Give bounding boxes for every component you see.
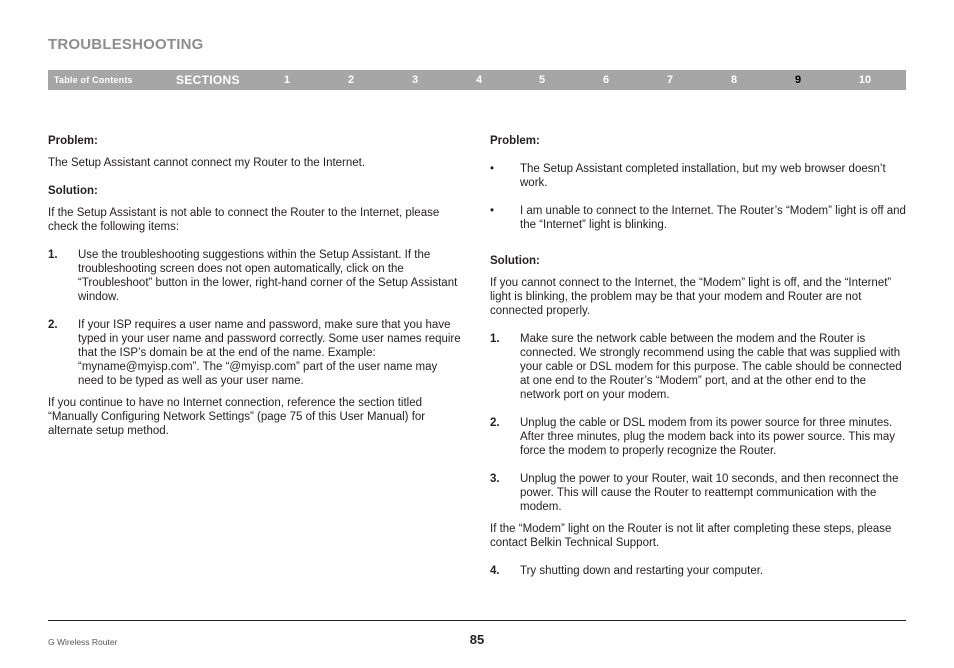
list-marker: 2. [48,319,58,331]
page-number: 85 [469,632,485,647]
list-marker: 1. [48,249,58,261]
list-text: Unplug the cable or DSL modem from its power source for three minutes. After three minutes, plug the modem back into its power source. This may force the modem to properly recognize the Router. [520,417,895,457]
list-item [490,416,908,458]
bullet-item [490,162,908,190]
nav-section-6[interactable]: 6 [602,74,610,86]
right-column [490,134,908,578]
nav-table-of-contents[interactable]: Table of Contents [54,75,133,85]
list-item [490,332,908,402]
closing-text: If the “Modem” light on the Router is not lit after completing these steps, please contact Belkin Technical Support. [490,523,892,549]
bullet-icon: • [490,205,495,217]
problem-text: The Setup Assistant cannot connect my Router to the Internet. [48,157,366,169]
list-marker: 2. [490,417,500,429]
solution-intro: If the Setup Assistant is not able to connect the Router to the Internet, please check the following items: [48,207,440,233]
footer-divider [48,620,906,621]
solution-intro: If you cannot connect to the Internet, the “Modem” light is off, and the “Internet” light is blinking, the problem may be that your modem and Router are not connected properly. [490,277,892,317]
problem-label: Problem: [48,135,98,147]
nav-section-7[interactable]: 7 [666,74,674,86]
bullet-item [490,204,908,232]
nav-section-5[interactable]: 5 [538,74,546,86]
bullet-icon: • [490,163,495,175]
list-marker: 4. [490,565,500,577]
nav-section-10[interactable]: 10 [858,74,872,86]
nav-section-3[interactable]: 3 [411,74,419,86]
list-text: Unplug the power to your Router, wait 10 seconds, and then reconnect the power. This will cause the Router to reattempt communication with the modem. [520,473,899,513]
bullet-text: I am unable to connect to the Internet. The Router’s “Modem” light is off and the “Internet” light is blinking. [520,205,906,231]
nav-section-9[interactable]: 9 [794,74,802,86]
list-text: If your ISP requires a user name and password, make sure that you have typed in your user name and password correctly. Some user names require that the ISP’s domain be at the end of the name. Example: “myname@myisp.com”. The “@myisp.com” part of the user name may need to be typed as well as your user name. [78,319,461,387]
list-item [490,472,908,514]
nav-sections-label: SECTIONS [176,73,240,87]
footer-product-name: G Wireless Router [48,637,118,647]
list-text: Try shutting down and restarting your computer. [520,565,764,577]
nav-section-1[interactable]: 1 [283,74,291,86]
bullet-text: The Setup Assistant completed installation, but my web browser doesn’t work. [520,163,886,189]
section-title: TROUBLESHOOTING [48,36,204,53]
nav-section-4[interactable]: 4 [475,74,483,86]
section-navbar [48,70,906,90]
problem-label: Problem: [490,135,540,147]
list-text: Make sure the network cable between the modem and the Router is connected. We strongly recommend using the cable that was supplied with your cable or DSL modem for this purpose. The cable should be connected at one end to the Router’s “Modem” port, and at the other end to the network port on your modem. [520,333,902,401]
closing-text: If you continue to have no Internet connection, reference the section titled “Manually Configuring Network Settings” (page 75 of this User Manual) for alternate setup method. [48,397,426,437]
list-marker: 1. [490,333,500,345]
solution-label: Solution: [48,185,98,197]
list-text: Use the troubleshooting suggestions within the Setup Assistant. If the troubleshooting screen does not open automatically, click on the “Troubleshoot” button in the lower, right-hand corner of the Setup Assistant window. [78,249,458,303]
left-column [48,134,464,438]
nav-section-2[interactable]: 2 [347,74,355,86]
list-marker: 3. [490,473,500,485]
list-item [490,564,908,578]
list-item [48,248,464,304]
solution-label: Solution: [490,255,540,267]
nav-section-8[interactable]: 8 [730,74,738,86]
list-item [48,318,464,388]
